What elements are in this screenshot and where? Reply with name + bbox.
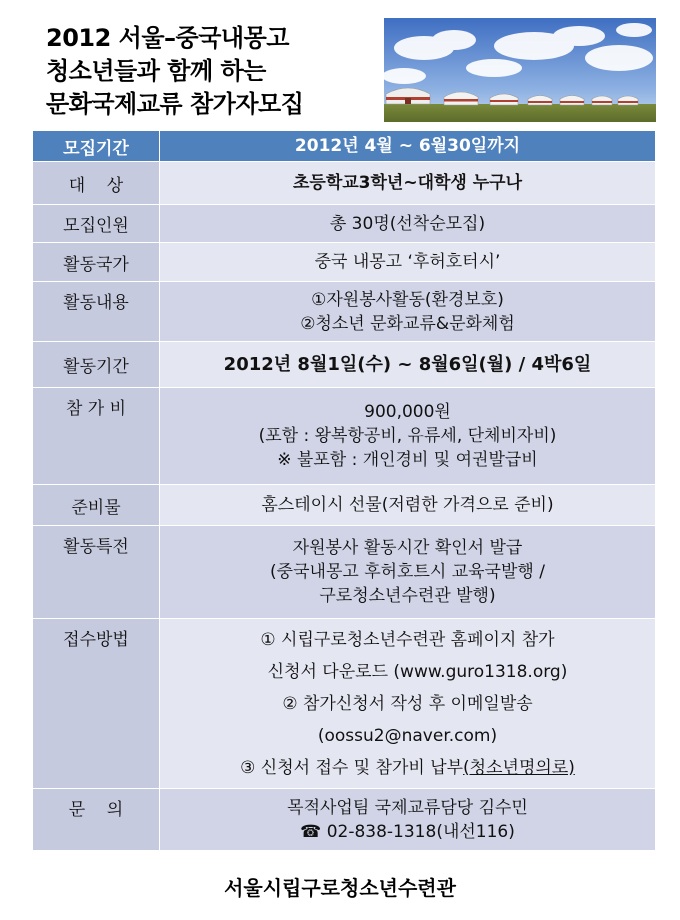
method-value (160, 619, 656, 789)
row-period (33, 131, 656, 162)
benefit-line-1: 자원봉사 활동시간 확인서 발급 (292, 538, 523, 558)
count-label: 모집인원 (33, 205, 160, 243)
fee-line-3: ※ 불포함 : 개인경비 및 여권발급비 (277, 450, 538, 470)
method-label: 접수방법 (33, 619, 160, 789)
duration-label: 활동기간 (33, 342, 160, 388)
method-line-5 (160, 752, 655, 784)
fee-line-1: 900,000원 (364, 402, 451, 422)
row-count (33, 205, 656, 243)
fee-value (160, 388, 656, 485)
benefit-value (160, 526, 656, 619)
title-line-2: 청소년들과 함께 하는 (46, 57, 266, 85)
row-duration (33, 342, 656, 388)
method-line-4: (oossu2@naver.com) (317, 725, 498, 746)
method-line-5-underlined: (청소년명의로) (463, 757, 575, 778)
phone-icon: ☎ (300, 821, 322, 842)
fee-line-2: (포함 : 왕복항공비, 유류세, 단체비자비) (258, 426, 557, 446)
contact-value (160, 789, 656, 851)
content-line-1: ①자원봉사활동(환경보호) (311, 289, 504, 310)
method-line-2: 신청서 다운로드 (www.guro1318.org) (267, 661, 568, 682)
count-value: 총 30명(선착순모집) (160, 205, 656, 243)
info-table (32, 130, 656, 851)
organization-name: 서울시립구로청소년수련관 (224, 876, 456, 900)
prep-value: 홈스테이시 선물(저렴한 가격으로 준비) (160, 485, 656, 526)
row-prep (33, 485, 656, 526)
benefit-label: 활동특전 (33, 526, 160, 619)
target-value: 초등학교3학년~대학생 누구나 (160, 162, 656, 205)
row-benefit (33, 526, 656, 619)
contact-line-2 (160, 820, 655, 844)
content-line-2: ②청소년 문화교류&문화체험 (300, 313, 515, 334)
target-label: 대 상 (33, 162, 160, 205)
row-fee (33, 388, 656, 485)
row-contact (33, 789, 656, 851)
contact-label: 문 의 (33, 789, 160, 851)
method-line-3: ② 참가신청서 작성 후 이메일발송 (282, 693, 533, 714)
row-target (33, 162, 656, 205)
row-content (33, 282, 656, 342)
period-value: 2012년 4월 ~ 6월30일까지 (160, 131, 656, 162)
page-title (46, 22, 376, 121)
row-country (33, 243, 656, 282)
country-label: 활동국가 (33, 243, 160, 282)
period-label: 모집기간 (33, 131, 160, 162)
title-line-3: 문화국제교류 참가자모집 (46, 90, 304, 118)
contact-phone: 02-838-1318(내선116) (326, 821, 515, 842)
method-line-5-text: ③ 신청서 접수 및 참가비 납부 (240, 757, 464, 778)
method-line-1: ① 시립구로청소년수련관 홈페이지 참가 (260, 629, 555, 650)
contact-line-1: 목적사업팀 국제교류담당 김수민 (287, 797, 528, 818)
duration-value: 2012년 8월1일(수) ~ 8월6일(월) / 4박6일 (160, 342, 656, 388)
content-label: 활동내용 (33, 282, 160, 342)
fee-label: 참 가 비 (33, 388, 160, 485)
benefit-line-2: (중국내몽고 후허호트시 교육국발행 / (270, 562, 545, 582)
country-value: 중국 내몽고 ‘후허호터시’ (160, 243, 656, 282)
header (0, 0, 680, 128)
yurt-landscape-photo (384, 18, 656, 122)
title-line-1: 2012 서울–중국내몽고 (46, 24, 289, 52)
content-value (160, 282, 656, 342)
prep-label: 준비물 (33, 485, 160, 526)
benefit-line-3: 구로청소년수련관 발행) (319, 586, 496, 606)
row-method (33, 619, 656, 789)
